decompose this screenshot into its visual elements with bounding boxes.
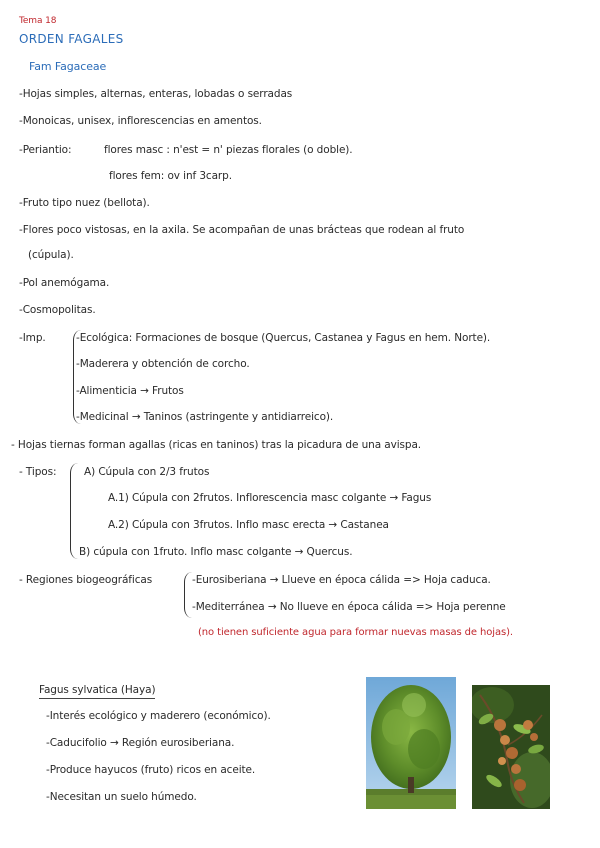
- tipos-label: - Tipos:: [19, 466, 57, 478]
- imp-ecologica: -Ecológica: Formaciones de bosque (Quercus, Castanea y Fagus en hem. Norte).: [76, 332, 491, 344]
- line-monoicas: -Monoicas, unisex, inflorescencias en amentos.: [19, 115, 262, 127]
- region-note: (no tienen suficiente agua para formar nuevas masas de hojas).: [198, 627, 513, 638]
- line-periantio-label: -Periantio:: [19, 144, 72, 156]
- tipo-b: B) cúpula con 1fruto. Inflo masc colgante → Quercus.: [79, 546, 353, 558]
- imp-maderera: -Maderera y obtención de corcho.: [76, 358, 250, 370]
- fagus-title: Fagus sylvatica (Haya): [39, 683, 155, 699]
- tipo-a1: A.1) Cúpula con 2frutos. Inflorescencia masc colgante → Fagus: [108, 492, 432, 504]
- beech-fruit-photo: [472, 685, 550, 809]
- fagus-caducifolio: -Caducifolio → Región eurosiberiana.: [46, 737, 235, 749]
- fagus-interes: -Interés ecológico y maderero (económico).: [46, 710, 271, 722]
- line-flores: -Flores poco vistosas, en la axila. Se acompañan de unas brácteas que rodean al fruto: [19, 224, 465, 236]
- imp-label: -Imp.: [19, 332, 46, 344]
- line-periantio-fem: flores fem: ov inf 3carp.: [109, 170, 232, 182]
- regiones-label: - Regiones biogeográficas: [19, 574, 153, 586]
- fagus-hayucos: -Produce hayucos (fruto) ricos en aceite.: [46, 764, 256, 776]
- line-cosmopolitas: -Cosmopolitas.: [19, 304, 96, 316]
- fagus-suelo: -Necesitan un suelo húmedo.: [46, 791, 197, 803]
- imp-medicinal: -Medicinal → Taninos (astringente y antidiarreico).: [76, 411, 334, 423]
- line-agallas: - Hojas tiernas forman agallas (ricas en taninos) tras la picadura de una avispa.: [11, 439, 422, 451]
- tipos-brace: [70, 463, 79, 559]
- region-mediterranea: -Mediterránea → No llueve en época cálida => Hoja perenne: [192, 601, 506, 613]
- tipo-a: A) Cúpula con 2/3 frutos: [84, 466, 210, 478]
- tipo-a2: A.2) Cúpula con 3frutos. Inflo masc erecta → Castanea: [108, 519, 389, 531]
- family-title: Fam Fagaceae: [29, 60, 107, 73]
- line-polinizacion: -Pol anemógama.: [19, 277, 110, 289]
- tema-label: Tema 18: [19, 16, 57, 26]
- line-fruto: -Fruto tipo nuez (bellota).: [19, 197, 150, 209]
- imp-alimenticia: -Alimenticia → Frutos: [76, 385, 184, 397]
- line-hojas: -Hojas simples, alternas, enteras, lobadas o serradas: [19, 88, 293, 100]
- line-periantio-masc: flores masc : n'est = n' piezas florales (o doble).: [104, 144, 353, 156]
- line-cupula: (cúpula).: [28, 249, 74, 261]
- beech-tree-photo: [366, 677, 456, 809]
- order-title: ORDEN FAGALES: [19, 32, 124, 46]
- region-eurosiberiana: -Eurosiberiana → Llueve en época cálida => Hoja caduca.: [192, 574, 491, 586]
